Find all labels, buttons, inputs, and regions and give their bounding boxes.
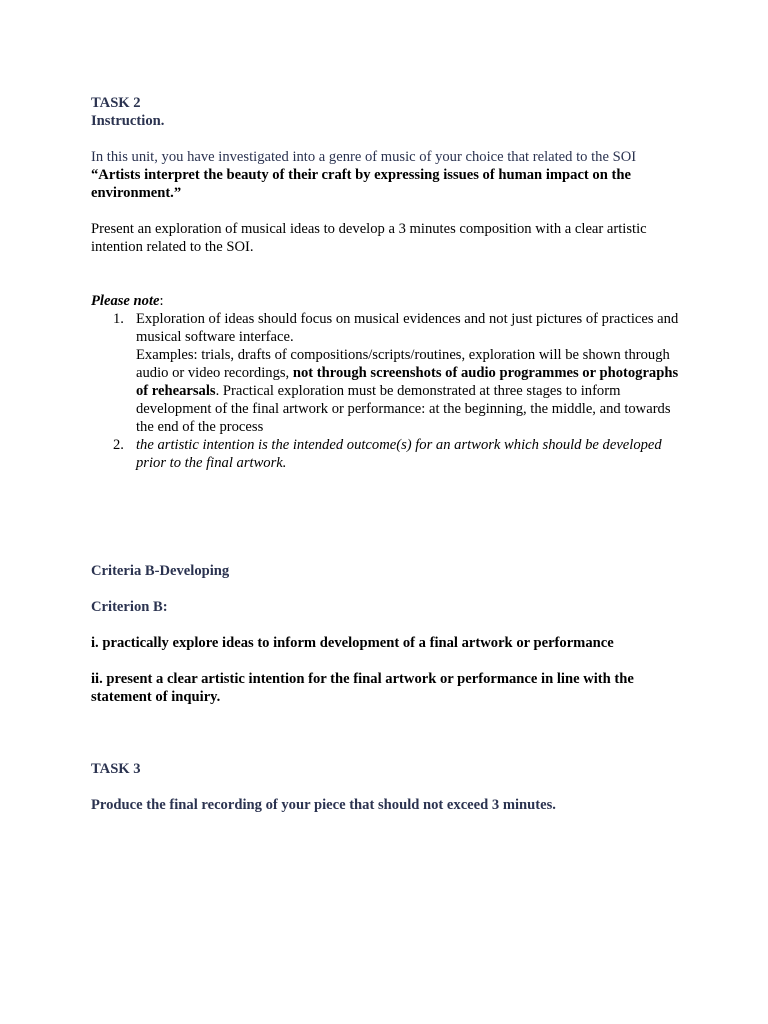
soi-quote: “Artists interpret the beauty of their craft by expressing issues of human impact on the environment.” [91,167,631,201]
note-item-2-text: the artistic intention is the intended outcome(s) for an artwork which should be developed prior to the final artwork. [136,437,662,471]
present-text: Present an exploration of musical ideas to develop a 3 minutes composition with a clear artistic intention related to the SOI. [91,221,647,255]
list-number: 1. [113,311,124,327]
list-item [91,436,691,472]
criteria-heading: Criteria B-Developing [91,563,230,579]
notes-list [91,310,691,472]
criterion-item-i: i. practically explore ideas to inform development of a final artwork or performance [91,635,614,651]
instruction-label: Instruction. [91,113,165,129]
document-page [91,94,691,814]
list-number: 2. [113,437,124,453]
examples-bold-text: not through screenshots of audio programmes or photographs of rehearsals [136,365,679,399]
task3-text: Produce the final recording of your piece that should not exceed 3 minutes. [91,797,556,813]
please-note [91,292,691,310]
task2-heading: TASK 2 [91,95,141,111]
list-item [91,310,691,436]
task3-heading: TASK 3 [91,761,141,777]
intro-text: In this unit, you have investigated into a genre of music of your choice that related to the SOI [91,149,637,165]
please-note-label: Please note [91,293,160,309]
examples-text-end: . Practical exploration must be demonstrated at three stages to inform development of the final artwork or performance: at the beginning, the middle, and towards the end of the process [136,383,671,435]
criterion-b-label: Criterion B: [91,599,168,615]
examples-text: Examples: trials, drafts of compositions/scripts/routines, exploration will be shown through audio or video recordings, [136,347,670,381]
note-item-1-line1: Exploration of ideas should focus on musical evidences and not just pictures of practices and musical software interface. [136,311,679,345]
note-item-1-examples [136,346,691,436]
criterion-item-ii: ii. present a clear artistic intention for the final artwork or performance in line with the statement of inquiry. [91,671,634,705]
please-note-colon: : [159,293,164,309]
